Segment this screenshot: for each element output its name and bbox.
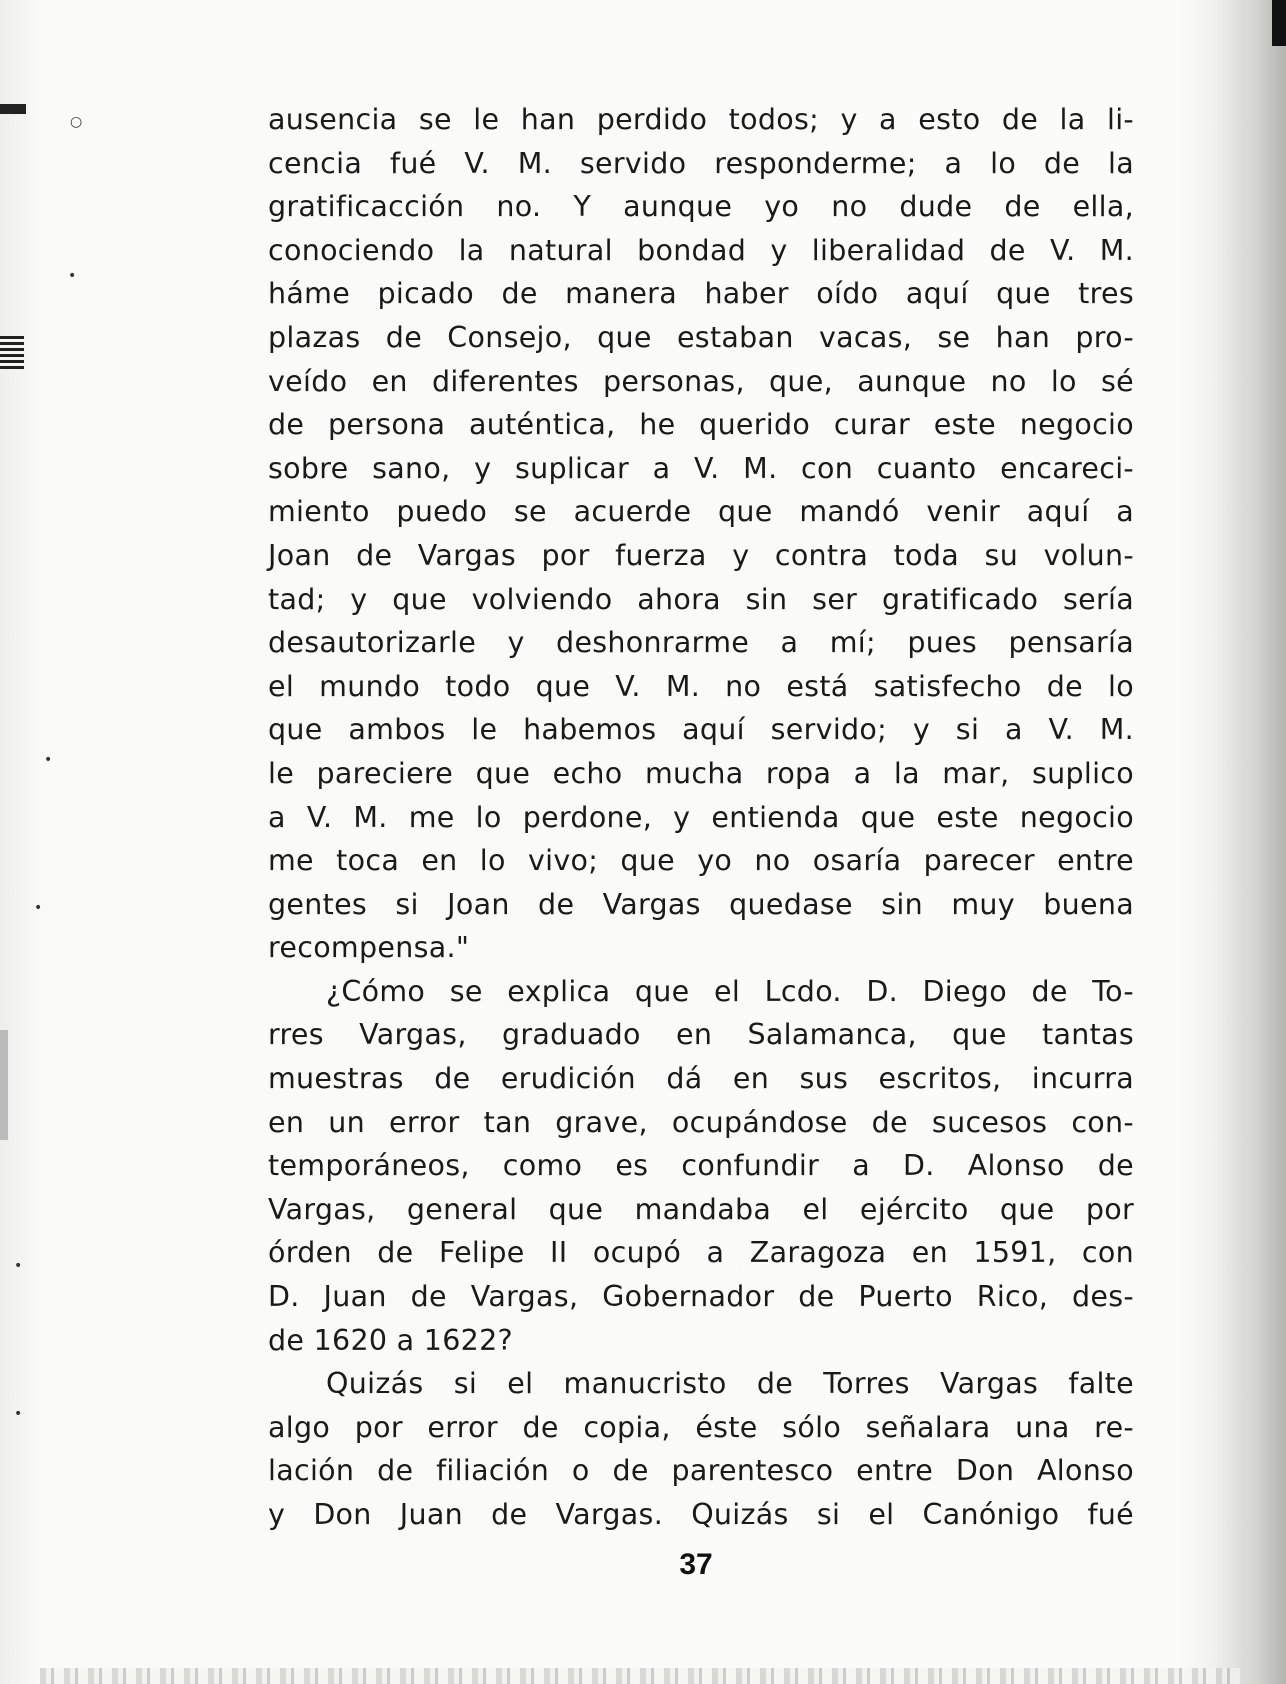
text-line: el mundo todo que V. M. no está satisfecho de lo (268, 669, 1134, 703)
text-line: ausencia se le han perdido todos; y a esto de la li- (268, 103, 1134, 136)
text-line: y Don Juan de Vargas. Quizás si el Canónigo fué (268, 1498, 1134, 1531)
paragraph (268, 1362, 1134, 1536)
text-line: órden de Felipe II ocupó a Zaragoza en 1591, con (268, 1236, 1134, 1270)
text-line: de 1620 a 1622? (268, 1323, 513, 1357)
stain-mark: • (14, 1406, 23, 1422)
page-corner (1272, 0, 1286, 46)
text-line: plazas de Consejo, que estaban vacas, se han pro- (268, 320, 1134, 354)
bottom-edge (40, 1668, 1240, 1684)
text-line: que ambos le habemos aquí servido; y si a V. M. (268, 713, 1134, 747)
text-line: D. Juan de Vargas, Gobernador de Puerto Rico, des- (268, 1280, 1134, 1314)
text-line: rres Vargas, graduado en Salamanca, que tantas (268, 1018, 1134, 1052)
text-line: a V. M. me lo perdone, y entienda que este negocio (268, 800, 1134, 834)
stain-mark: • (44, 752, 53, 768)
text-line: cencia fué V. M. servido responderme; a lo de la (268, 146, 1134, 180)
binding-mark (0, 336, 24, 370)
text-line: en un error tan grave, ocupándose de sucesos con- (268, 1105, 1134, 1139)
paragraph (268, 970, 1134, 1362)
stain-mark: • (14, 1258, 23, 1274)
binding-mark (0, 1030, 8, 1140)
text-line: gentes si Joan de Vargas quedase sin muy buena (268, 887, 1134, 921)
page-number: 37 (679, 1548, 713, 1581)
text-line: lación de filiación o de parentesco entre Don Alonso (268, 1454, 1134, 1488)
text-line: me toca en lo vivo; que yo no osaría parecer entre (268, 844, 1134, 878)
text-line: sobre sano, y suplicar a V. M. con cuanto encareci- (268, 451, 1134, 485)
stain-mark: • (34, 900, 43, 916)
text-line: algo por error de copia, éste sólo señalara una re- (268, 1410, 1134, 1444)
stain-mark: • (68, 268, 77, 284)
text-line: de persona auténtica, he querido curar este negocio (268, 408, 1134, 442)
text-line: veído en diferentes personas, que, aunque no lo sé (268, 364, 1134, 398)
hole-punch-mark: ○ (70, 114, 83, 130)
text-line: háme picado de manera haber oído aquí que tres (268, 277, 1134, 311)
text-line: Vargas, general que mandaba el ejército que por (268, 1192, 1134, 1226)
text-line: gratificacción no. Y aunque yo no dude de ella, (268, 190, 1134, 224)
text-line: ¿Cómo se explica que el Lcdo. D. Diego de To- (326, 974, 1134, 1008)
body-text (268, 98, 1134, 1537)
text-line: desautorizarle y deshonrarme a mí; pues pensaría (268, 626, 1134, 660)
text-line: tad; y que volviendo ahora sin ser gratificado sería (268, 582, 1134, 616)
text-line: le pareciere que echo mucha ropa a la mar, suplico (268, 756, 1134, 790)
page-edge-shadow (1216, 0, 1286, 1684)
paragraph (268, 98, 1134, 970)
text-line: miento puedo se acuerde que mandó venir aquí a (268, 495, 1134, 529)
text-line: Quizás si el manucristo de Torres Vargas falte (326, 1367, 1134, 1401)
text-line: conociendo la natural bondad y liberalidad de V. M. (268, 233, 1134, 267)
binding-mark (0, 104, 26, 114)
text-line: Joan de Vargas por fuerza y contra toda su volun- (268, 538, 1134, 572)
text-line: recompensa." (268, 931, 470, 965)
text-line: muestras de erudición dá en sus escritos, incurra (268, 1062, 1134, 1096)
text-line: temporáneos, como es confundir a D. Alonso de (268, 1149, 1134, 1183)
